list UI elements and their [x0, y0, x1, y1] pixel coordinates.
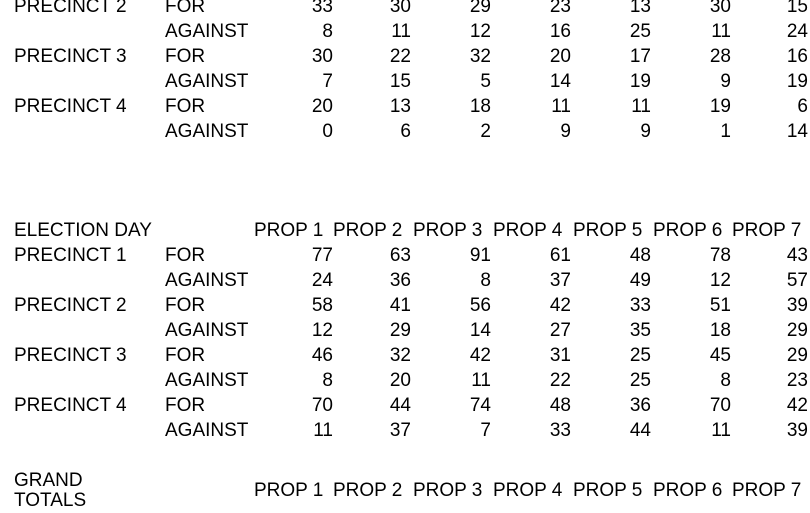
vote-count-cell: 5: [480, 71, 491, 92]
vote-count-cell: 29: [389, 320, 411, 341]
vote-count-cell: 74: [469, 395, 491, 416]
vote-count-cell: 30: [311, 46, 333, 67]
vote-count-cell: 91: [469, 245, 491, 266]
vote-count-cell: 30: [389, 0, 411, 17]
vote-count-cell: 44: [629, 420, 651, 441]
vote-count-cell: 49: [629, 270, 651, 291]
column-header: PROP 1: [254, 480, 324, 501]
vote-type-label: FOR: [165, 345, 206, 366]
vote-count-cell: 31: [549, 345, 571, 366]
vote-count-cell: 8: [322, 370, 333, 391]
vote-count-cell: 29: [469, 0, 491, 17]
vote-count-cell: 36: [389, 270, 411, 291]
column-header: PROP 6: [653, 480, 723, 501]
vote-count-cell: 14: [549, 71, 571, 92]
vote-type-label: AGAINST: [165, 420, 249, 441]
vote-count-cell: 28: [709, 46, 731, 67]
vote-count-cell: 51: [709, 295, 731, 316]
vote-count-cell: 6: [797, 96, 808, 117]
section-title: TOTALS: [14, 490, 87, 511]
vote-count-cell: 29: [786, 345, 808, 366]
vote-count-cell: 25: [629, 370, 651, 391]
vote-count-cell: 46: [311, 345, 333, 366]
vote-count-cell: 30: [709, 0, 731, 17]
vote-count-cell: 13: [389, 96, 411, 117]
vote-count-cell: 6: [400, 121, 411, 142]
vote-count-cell: 39: [786, 295, 808, 316]
vote-count-cell: 18: [469, 96, 491, 117]
precinct-label: PRECINCT 4: [14, 395, 127, 416]
vote-count-cell: 33: [311, 0, 333, 17]
column-header: PROP 2: [333, 480, 403, 501]
vote-count-cell: 22: [549, 370, 571, 391]
column-header: PROP 4: [493, 480, 563, 501]
vote-count-cell: 23: [549, 0, 571, 17]
vote-count-cell: 7: [322, 71, 333, 92]
vote-count-cell: 56: [469, 295, 491, 316]
vote-count-cell: 44: [389, 395, 411, 416]
vote-count-cell: 77: [311, 245, 333, 266]
column-header: PROP 5: [573, 220, 643, 241]
vote-count-cell: 25: [629, 345, 651, 366]
vote-count-cell: 29: [786, 320, 808, 341]
vote-count-cell: 2: [480, 121, 491, 142]
vote-type-label: FOR: [165, 0, 206, 17]
vote-count-cell: 12: [311, 320, 333, 341]
vote-type-label: FOR: [165, 245, 206, 266]
vote-count-cell: 7: [480, 420, 491, 441]
vote-count-cell: 20: [549, 46, 571, 67]
precinct-label: PRECINCT 2: [14, 295, 127, 316]
vote-count-cell: 11: [471, 370, 491, 391]
vote-count-cell: 37: [549, 270, 571, 291]
column-header: PROP 7: [732, 480, 802, 501]
vote-count-cell: 24: [311, 270, 333, 291]
vote-count-cell: 33: [629, 295, 651, 316]
vote-count-cell: 24: [786, 21, 808, 42]
vote-count-cell: 13: [629, 0, 651, 17]
vote-count-cell: 27: [549, 320, 571, 341]
vote-count-cell: 78: [709, 245, 731, 266]
vote-count-cell: 14: [786, 121, 808, 142]
column-header: PROP 3: [413, 220, 483, 241]
column-header: PROP 2: [333, 220, 403, 241]
precinct-label: PRECINCT 3: [14, 345, 127, 366]
vote-count-cell: 41: [389, 295, 411, 316]
vote-count-cell: 8: [480, 270, 491, 291]
vote-type-label: AGAINST: [165, 370, 249, 391]
vote-count-cell: 15: [389, 71, 411, 92]
vote-count-cell: 11: [313, 420, 333, 441]
vote-count-cell: 25: [629, 21, 651, 42]
vote-count-cell: 11: [711, 420, 731, 441]
vote-type-label: AGAINST: [165, 21, 249, 42]
vote-count-cell: 63: [389, 245, 411, 266]
vote-count-cell: 12: [469, 21, 491, 42]
vote-count-cell: 19: [786, 71, 808, 92]
vote-count-cell: 32: [469, 46, 491, 67]
vote-count-cell: 14: [469, 320, 491, 341]
vote-type-label: FOR: [165, 46, 206, 67]
vote-type-label: AGAINST: [165, 121, 249, 142]
vote-count-cell: 20: [389, 370, 411, 391]
vote-count-cell: 11: [551, 96, 571, 117]
vote-count-cell: 23: [786, 370, 808, 391]
vote-count-cell: 11: [391, 21, 411, 42]
vote-count-cell: 22: [389, 46, 411, 67]
vote-count-cell: 42: [549, 295, 571, 316]
vote-count-cell: 20: [311, 96, 333, 117]
column-header: PROP 4: [493, 220, 563, 241]
column-header: PROP 1: [254, 220, 324, 241]
vote-type-label: FOR: [165, 395, 206, 416]
vote-count-cell: 35: [629, 320, 651, 341]
vote-count-cell: 70: [311, 395, 333, 416]
section-title: ELECTION DAY: [14, 220, 152, 241]
column-header: PROP 6: [653, 220, 723, 241]
section-title: GRAND: [14, 470, 83, 491]
vote-count-cell: 48: [549, 395, 571, 416]
precinct-label: PRECINCT 4: [14, 96, 127, 117]
vote-count-cell: 45: [709, 345, 731, 366]
vote-count-cell: 32: [389, 345, 411, 366]
vote-count-cell: 0: [322, 121, 333, 142]
vote-count-cell: 16: [549, 21, 571, 42]
vote-count-cell: 42: [786, 395, 808, 416]
vote-count-cell: 42: [469, 345, 491, 366]
vote-count-cell: 16: [786, 46, 808, 67]
vote-count-cell: 19: [629, 71, 651, 92]
vote-count-cell: 8: [322, 21, 333, 42]
vote-count-cell: 11: [631, 96, 651, 117]
vote-count-cell: 61: [549, 245, 571, 266]
vote-type-label: AGAINST: [165, 270, 249, 291]
column-header: PROP 5: [573, 480, 643, 501]
column-header: PROP 7: [732, 220, 802, 241]
vote-count-cell: 48: [629, 245, 651, 266]
vote-count-cell: 37: [389, 420, 411, 441]
vote-count-cell: 17: [629, 46, 651, 67]
vote-type-label: AGAINST: [165, 71, 249, 92]
vote-count-cell: 57: [786, 270, 808, 291]
vote-count-cell: 11: [711, 21, 731, 42]
vote-count-cell: 1: [720, 121, 731, 142]
precinct-label: PRECINCT 3: [14, 46, 127, 67]
vote-count-cell: 39: [786, 420, 808, 441]
vote-count-cell: 18: [709, 320, 731, 341]
vote-count-cell: 12: [709, 270, 731, 291]
vote-count-cell: 15: [786, 0, 808, 17]
vote-type-label: FOR: [165, 96, 206, 117]
vote-count-cell: 9: [560, 121, 571, 142]
vote-count-cell: 8: [720, 370, 731, 391]
precinct-label: PRECINCT 1: [14, 245, 127, 266]
vote-count-cell: 70: [709, 395, 731, 416]
vote-count-cell: 9: [640, 121, 651, 142]
vote-count-cell: 43: [786, 245, 808, 266]
vote-count-cell: 36: [629, 395, 651, 416]
vote-count-cell: 33: [549, 420, 571, 441]
vote-count-cell: 58: [311, 295, 333, 316]
vote-count-cell: 19: [709, 96, 731, 117]
column-header: PROP 3: [413, 480, 483, 501]
vote-type-label: AGAINST: [165, 320, 249, 341]
vote-count-cell: 9: [720, 71, 731, 92]
vote-type-label: FOR: [165, 295, 206, 316]
precinct-label: PRECINCT 2: [14, 0, 127, 17]
